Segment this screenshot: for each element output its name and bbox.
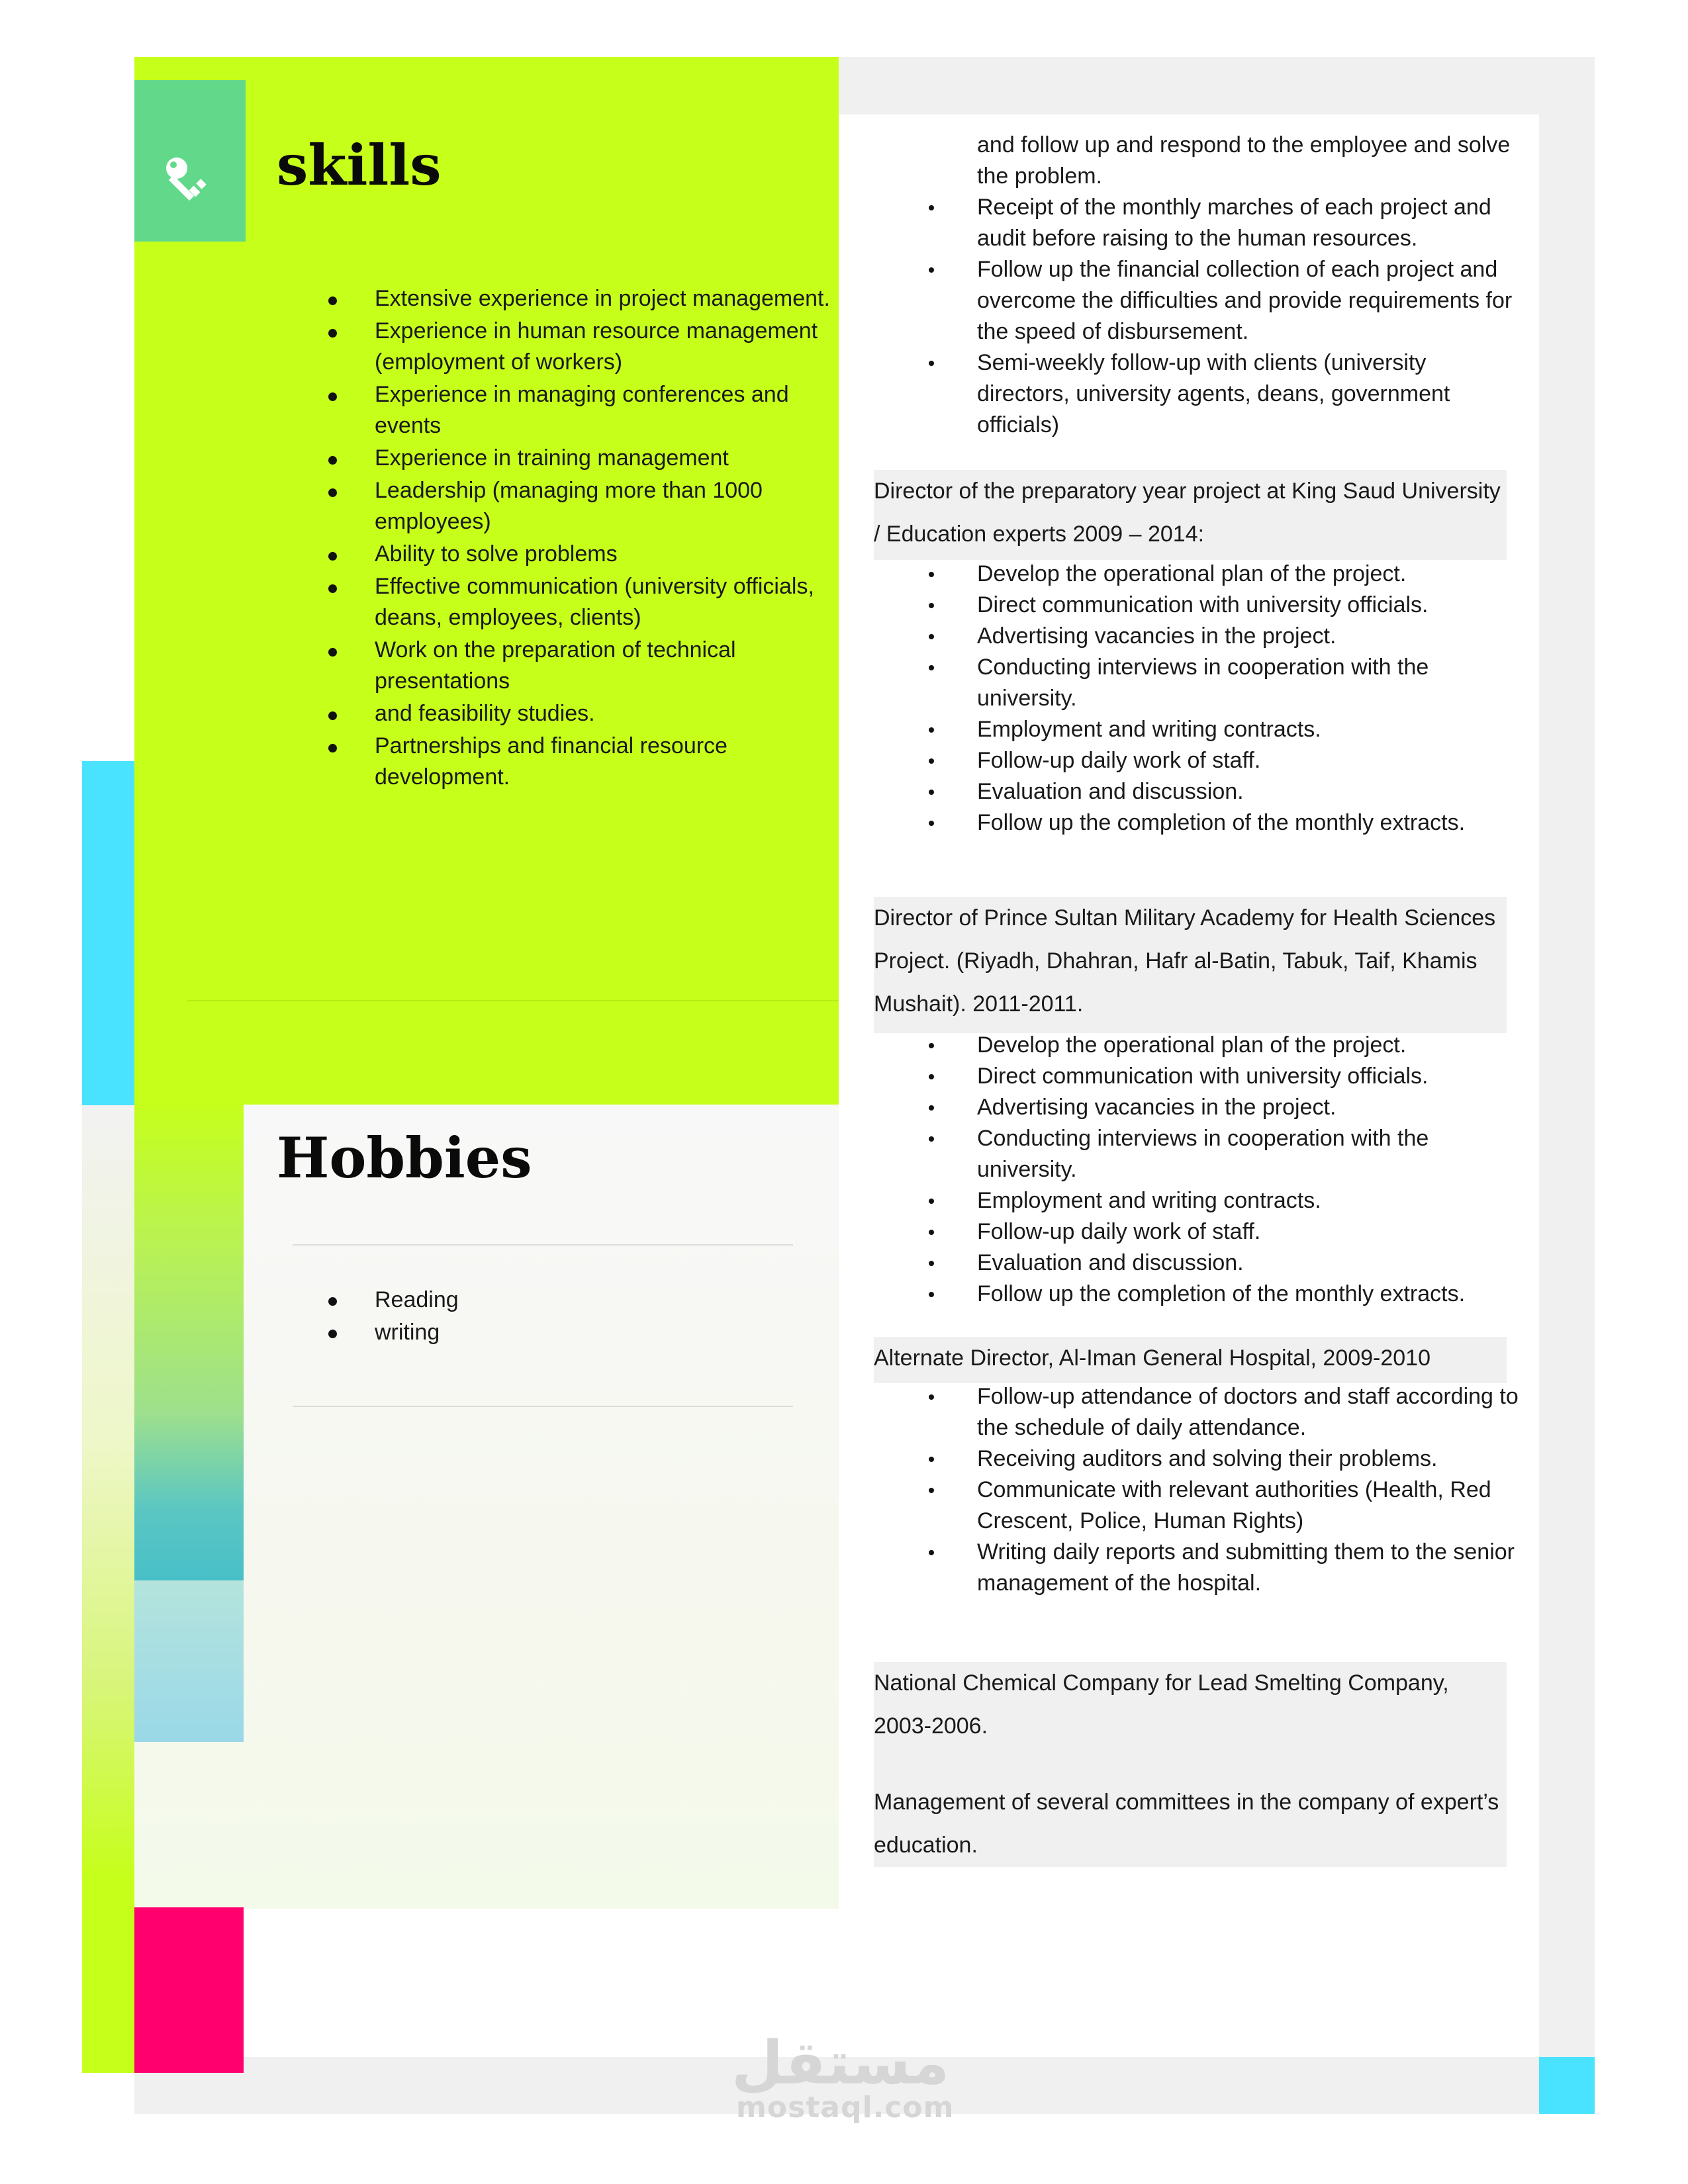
job2-item: Advertising vacancies in the project.: [977, 1092, 1520, 1123]
left-accent-strip: [82, 1105, 136, 2073]
job4-title: National Chemical Company for Lead Smelting Company, 2003-2006.: [874, 1670, 1449, 1739]
hobbies-title: Hobbies: [277, 1125, 532, 1191]
hobby-item: writing: [375, 1316, 772, 1349]
job1-item: Advertising vacancies in the project.: [977, 621, 1520, 652]
pink-accent: [134, 1907, 244, 2073]
job3-title: Alternate Director, Al-Iman General Hospital, 2009-2010: [874, 1337, 1507, 1383]
job2-title: Director of Prince Sultan Military Academy for Health Sciences Project. (Riyadh, Dhahran, Hafr al-Batin, Tabuk, Taif, Khamis Mushait). 2011-2011.: [874, 897, 1507, 1033]
skill-item: Experience in managing conferences and events: [375, 379, 838, 441]
skill-item: Work on the preparation of technical presentations: [375, 635, 838, 697]
skill-item: Ability to solve problems: [375, 539, 838, 570]
job3-item: Receiving auditors and solving their problems.: [977, 1443, 1520, 1475]
skill-item: Effective communication (university officials, deans, employees, clients): [375, 571, 838, 633]
hobbies-rule-top: [293, 1244, 793, 1246]
corner-accent-cyan: [1539, 2057, 1595, 2114]
job2-item: Conducting interviews in cooperation with the university.: [977, 1123, 1520, 1185]
job3-item: Follow-up attendance of doctors and staff according to the schedule of daily attendance.: [977, 1381, 1520, 1443]
pale-blue-accent: [134, 1580, 244, 1742]
skills-title: skills: [277, 132, 442, 198]
intro-list: [977, 192, 1520, 441]
job1-item: Evaluation and discussion.: [977, 776, 1520, 807]
job4-description: Management of several committees in the company of expert’s education.: [874, 1790, 1499, 1858]
skill-item: Experience in training management: [375, 443, 838, 474]
hobby-item: Reading: [375, 1284, 772, 1316]
job2-item: Develop the operational plan of the project.: [977, 1030, 1520, 1061]
left-accent-cyan: [82, 761, 136, 1105]
hobbies-list: [375, 1284, 772, 1349]
job1-item: Follow up the completion of the monthly extracts.: [977, 807, 1520, 839]
gradient-accent-strip: [134, 1099, 244, 1580]
job1-title: Director of the preparatory year project at King Saud University / Education experts 2009 – 2014:: [874, 470, 1507, 560]
job2-list: [977, 1030, 1520, 1310]
job3-item: Writing daily reports and submitting them to the senior management of the hospital.: [977, 1537, 1520, 1599]
job1-item: Employment and writing contracts.: [977, 714, 1520, 745]
intro-continuation: and follow up and respond to the employee and solve the problem.: [977, 132, 1511, 189]
skill-item: Partnerships and financial resource development.: [375, 731, 838, 793]
key-icon: [162, 154, 210, 201]
job2-item: Follow up the completion of the monthly extracts.: [977, 1279, 1520, 1310]
intro-item: Follow up the financial collection of each project and overcome the difficulties and provide requirements for the speed of disbursement.: [977, 254, 1520, 347]
skills-divider: [187, 1000, 839, 1001]
job2-item: Employment and writing contracts.: [977, 1185, 1520, 1216]
job2-item: Follow-up daily work of staff.: [977, 1216, 1520, 1248]
skill-item: Experience in human resource management (employment of workers): [375, 316, 838, 378]
skill-item: Leadership (managing more than 1000 employees): [375, 475, 838, 537]
job1-item: Conducting interviews in cooperation with the university.: [977, 652, 1520, 714]
job2-item: Evaluation and discussion.: [977, 1248, 1520, 1279]
intro-item: Receipt of the monthly marches of each project and audit before raising to the human resources.: [977, 192, 1520, 254]
job2-item: Direct communication with university officials.: [977, 1061, 1520, 1092]
watermark-url: mostaql.com: [736, 2091, 955, 2124]
intro-item: Semi-weekly follow-up with clients (university directors, university agents, deans, government officials): [977, 347, 1520, 441]
job4-block: [874, 1662, 1507, 1867]
job3-item: Communicate with relevant authorities (Health, Red Crescent, Police, Human Rights): [977, 1475, 1520, 1537]
job1-list: [977, 559, 1520, 839]
job1-item: Follow-up daily work of staff.: [977, 745, 1520, 776]
job3-list: [977, 1381, 1520, 1599]
skill-item: Extensive experience in project management.: [375, 283, 838, 314]
watermark-logo: مستقل: [731, 2028, 950, 2098]
skills-list: [375, 283, 838, 794]
job1-item: Direct communication with university officials.: [977, 590, 1520, 621]
hobbies-rule-bottom: [293, 1406, 793, 1407]
skill-item: and feasibility studies.: [375, 698, 838, 729]
job1-item: Develop the operational plan of the project.: [977, 559, 1520, 590]
